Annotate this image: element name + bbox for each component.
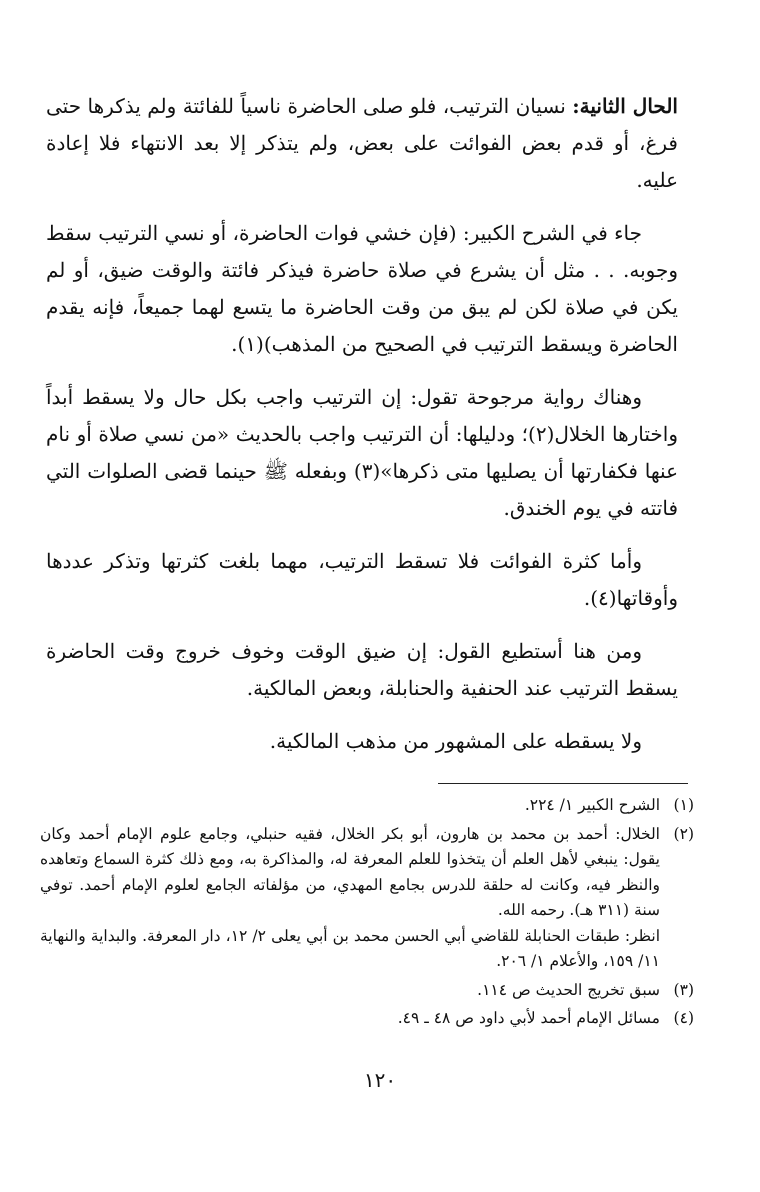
footnote-text: انظر: طبقات الحنابلة للقاضي أبي الحسن محمد بن أبي يعلى ٢/ ١٢، دار المعرفة. والبداية والنهاية ١١/ ١٥٩، والأعلام ١/ ٢٠٦. bbox=[40, 926, 661, 970]
footnote-text: سبق تخريج الحديث ص ١١٤. bbox=[477, 980, 660, 999]
footnote-body bbox=[40, 1006, 660, 1032]
paragraph-text: نسيان الترتيب، فلو صلى الحاضرة ناسياً للفائتة ولم يذكرها حتى فرغ، أو قدم بعض الفوائت على بعض، ولم يتذكر إلا بعد الانتهاء فلا إعادة عليه. bbox=[46, 94, 678, 192]
footnote-text: الخلال: أحمد بن محمد بن هارون، أبو بكر الخلال، فقيه حنبلي، وجامع علوم الإمام أحمد وكان يقول: ينبغي لأهل العلم أن يتخذوا للعلم المعرفة له، والمذاكرة به، ومع ذلك كثرة السماع وتعاهده والنظر فيه، وكانت له حلقة للدرس بجامع المهدي، من مؤلفاته الجامع لعلوم الإمام أحمد. توفي سنة (٣١١ هـ). رحمه الله. bbox=[40, 824, 660, 919]
footnote-body bbox=[40, 822, 660, 975]
footnote-number: (٤) bbox=[673, 1009, 694, 1027]
footnote-body bbox=[40, 978, 660, 1004]
footnote-3 bbox=[40, 978, 694, 1004]
footnote-number: (١) bbox=[673, 796, 694, 814]
paragraph-lead: الحال الثانية: bbox=[572, 94, 678, 118]
footnote-1 bbox=[40, 793, 694, 819]
footnote-number: (٢) bbox=[673, 824, 694, 843]
main-text bbox=[46, 88, 678, 776]
paragraph-3: وهناك رواية مرجوحة تقول: إن الترتيب واجب بكل حال ولا يسقط أبداً واختارها الخلال(٢)؛ ودليلها: أن الترتيب واجب بالحديث «من نسي صلاة أو نام عنها فكفارتها أن يصليها متى ذكرها»(٣) وبفعله ﷺ حينما قضى الصلوات التي فاتته في يوم الخندق. bbox=[46, 385, 679, 520]
footnote-number: (٣) bbox=[673, 980, 694, 999]
paragraph-2: جاء في الشرح الكبير: (فإن خشي فوات الحاضرة، أو نسي الترتيب سقط وجوبه. . . مثل أن يشرع في صلاة حاضرة فيذكر فائتة والوقت ضيق، أو لم يكن في صلاة لكن لم يبق من وقت الحاضرة ما يتسع لهما جميعاً، فإنه يقدم الحاضرة ويسقط الترتيب في الصحيح من المذهب)(١). bbox=[45, 221, 678, 356]
footnote-body bbox=[40, 793, 660, 819]
footnote-2 bbox=[40, 822, 694, 975]
paragraph-1 bbox=[46, 88, 678, 199]
footnote-4 bbox=[40, 1006, 694, 1032]
page-number: ١٢٠ bbox=[363, 1068, 397, 1092]
footnotes bbox=[40, 793, 694, 1035]
paragraph-4: وأما كثرة الفوائت فلا تسقط الترتيب، مهما بلغت كثرتها وتذكر عددها وأوقاتها(٤). bbox=[46, 549, 678, 610]
footnote-text: مسائل الإمام أحمد لأبي داود ص ٤٨ ـ ٤٩. bbox=[397, 1009, 660, 1027]
footnote-separator bbox=[438, 783, 688, 784]
paragraph-6: ولا يسقطه على المشهور من مذهب المالكية. bbox=[269, 729, 642, 753]
footnote-text: الشرح الكبير ١/ ٢٢٤. bbox=[524, 796, 660, 814]
paragraph-5: ومن هنا أستطيع القول: إن ضيق الوقت وخوف خروج وقت الحاضرة يسقط الترتيب عند الحنفية والحنابلة، وبعض المالكية. bbox=[46, 639, 678, 700]
